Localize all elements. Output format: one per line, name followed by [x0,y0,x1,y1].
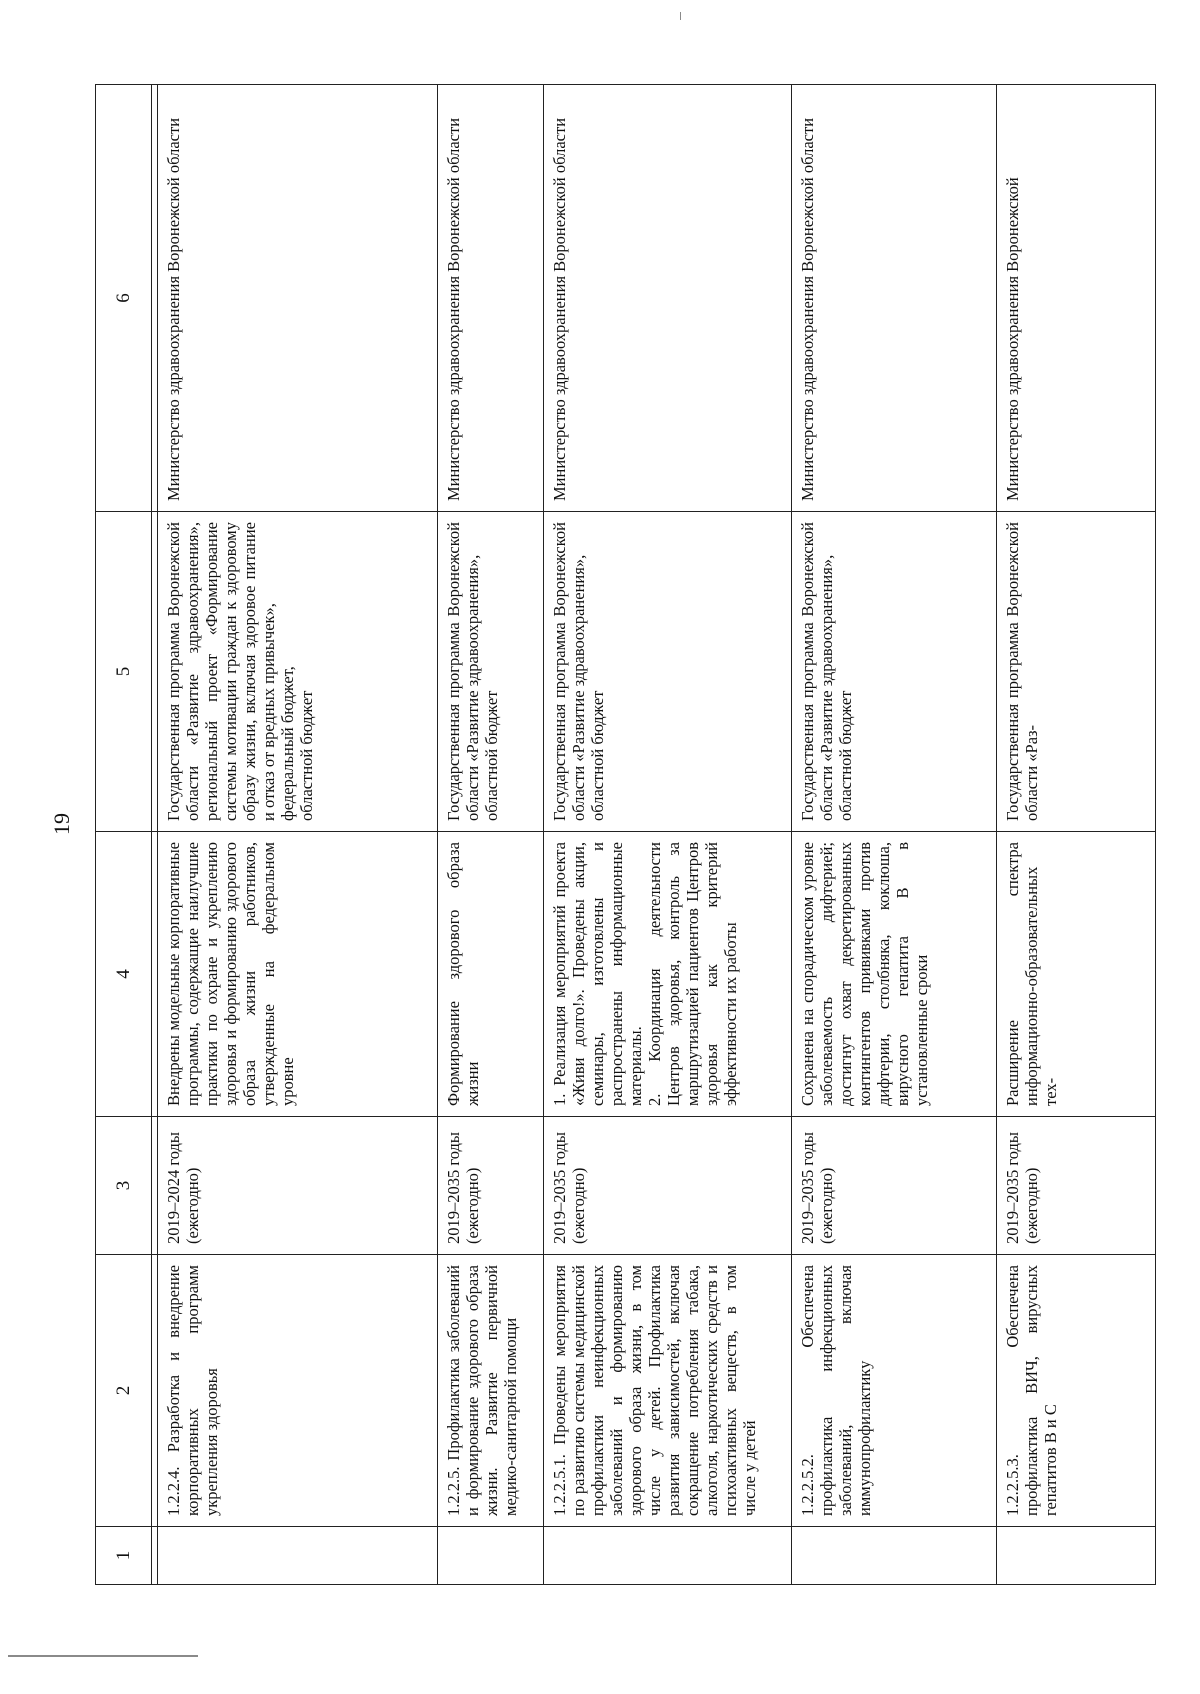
period-text: 2019–2035 годы (ежегодно) [798,1132,836,1244]
period-cell [792,1117,997,1255]
executor-text: Министерство здравоохранения Воронежской области [444,117,463,501]
period-text: 2019–2035 годы (ежегодно) [1003,1132,1041,1244]
source-text: Государственная программа Воронежской области «Развитие здравоохранения», региональный проект «Формирование системы мотивации граждан к здоровому образу жизни, включая здоровое питание и отказ от вредных привычек», федеральный бюджет, областной бюджет [164,522,316,821]
activity-cell [997,1255,1156,1527]
result-cell [158,832,438,1117]
result-text: 1. Реализация мероприятий проекта «Живи долго!». Проведены акции, семинары, изготовлены и распространены информационные материалы. 2. Координация деятельности Центров здоровья, контроль за маршрутизацией пациентов Центров здоровья как критерий эффективности их работы [550,842,740,1106]
activity-text: 1.2.2.4. Разработка и внедрение корпоративных программ укрепления здоровья [164,1265,221,1516]
column-number: 4 [96,832,152,1117]
executor-cell [158,85,438,512]
executor-cell [438,85,544,512]
period-cell [544,1117,792,1255]
result-cell [997,832,1156,1117]
row-number-cell [438,1527,544,1585]
row-number-cell [544,1527,792,1585]
source-text: Государственная программа Воронежской области «Развитие здравоохранения», областной бюджет [444,522,501,821]
period-text: 2019–2035 годы (ежегодно) [444,1132,482,1244]
source-cell [158,512,438,832]
source-cell [792,512,997,832]
table-row [158,85,438,1585]
plan-table [95,84,1156,1585]
source-cell [997,512,1156,832]
activity-text: 1.2.2.5.2. Обеспечена профилактика инфекционных заболеваний, включая иммунопрофилактику [798,1265,874,1516]
column-number: 5 [96,512,152,832]
page-number: 19 [49,813,74,835]
period-cell [438,1117,544,1255]
source-text: Государственная программа Воронежской области «Развитие здравоохранения», областной бюджет [798,522,855,821]
column-number: 1 [96,1527,152,1585]
activity-text: 1.2.2.5.1. Проведены мероприятия по развитию системы медицинской профилактики неинфекционных заболеваний и формированию здорового образа жизни, в том числе у детей. Профилактика развития зависимостей, включая сокращение потребления табака, алкоголя, наркотических средств и психоактивных веществ, в том числе у детей [550,1265,759,1516]
result-text: Внедрены модельные корпоративные программы, содержащие наилучшие практики по охране и укреплению здоровья и формированию здорового образа жизни работников, утвержденные на федеральном уровне [164,842,297,1106]
period-text: 2019–2035 годы (ежегодно) [550,1132,588,1244]
executor-cell [544,85,792,512]
activity-cell [792,1255,997,1527]
row-number-cell [158,1527,438,1585]
source-text: Государственная программа Воронежской области «Раз- [1003,522,1041,821]
source-text: Государственная программа Воронежской области «Развитие здравоохранения», областной бюджет [550,522,607,821]
column-number: 6 [96,85,152,512]
table-row [997,85,1156,1585]
executor-text: Министерство здравоохранения Воронежской области [550,117,569,501]
table-row [438,85,544,1585]
row-number-cell [997,1527,1156,1585]
column-number: 2 [96,1255,152,1527]
plan-table-rotated [95,85,1155,1585]
source-cell [438,512,544,832]
result-cell [792,832,997,1117]
activity-text: 1.2.2.5. Профилактика заболеваний и формирование здорового образа жизни. Развитие первичной медико-санитарной помощи [444,1265,520,1516]
column-number: 3 [96,1117,152,1255]
executor-text: Министерство здравоохранения Воронежской области [798,117,817,501]
period-cell [158,1117,438,1255]
result-text: Сохранена на спорадическом уровне заболеваемость дифтерией; достигнут охват декретированных контингентов прививками против дифтерии, столбняка, коклюша, вирусного гепатита В в установленные сроки [798,842,931,1106]
table-row [544,85,792,1585]
scan-mark [680,12,681,20]
table-row [792,85,997,1585]
executor-cell [792,85,997,512]
activity-text: 1.2.2.5.3. Обеспечена профилактика ВИЧ, вирусных гепатитов В и С [1003,1265,1060,1516]
executor-text: Министерство здравоохранения Воронежской [1003,177,1022,501]
result-cell [544,832,792,1117]
scan-mark [8,1655,198,1657]
period-text: 2019–2024 годы (ежегодно) [164,1132,202,1244]
result-cell [438,832,544,1117]
result-text: Расширение спектра информационно-образовательных тех- [1003,842,1060,1106]
result-text: Формирование здорового образа жизни [444,842,482,1106]
activity-cell [544,1255,792,1527]
period-cell [997,1117,1156,1255]
column-number-row [96,85,152,1585]
activity-cell [158,1255,438,1527]
executor-text: Министерство здравоохранения Воронежской области [164,117,183,501]
source-cell [544,512,792,832]
executor-cell [997,85,1156,512]
activity-cell [438,1255,544,1527]
row-number-cell [792,1527,997,1585]
